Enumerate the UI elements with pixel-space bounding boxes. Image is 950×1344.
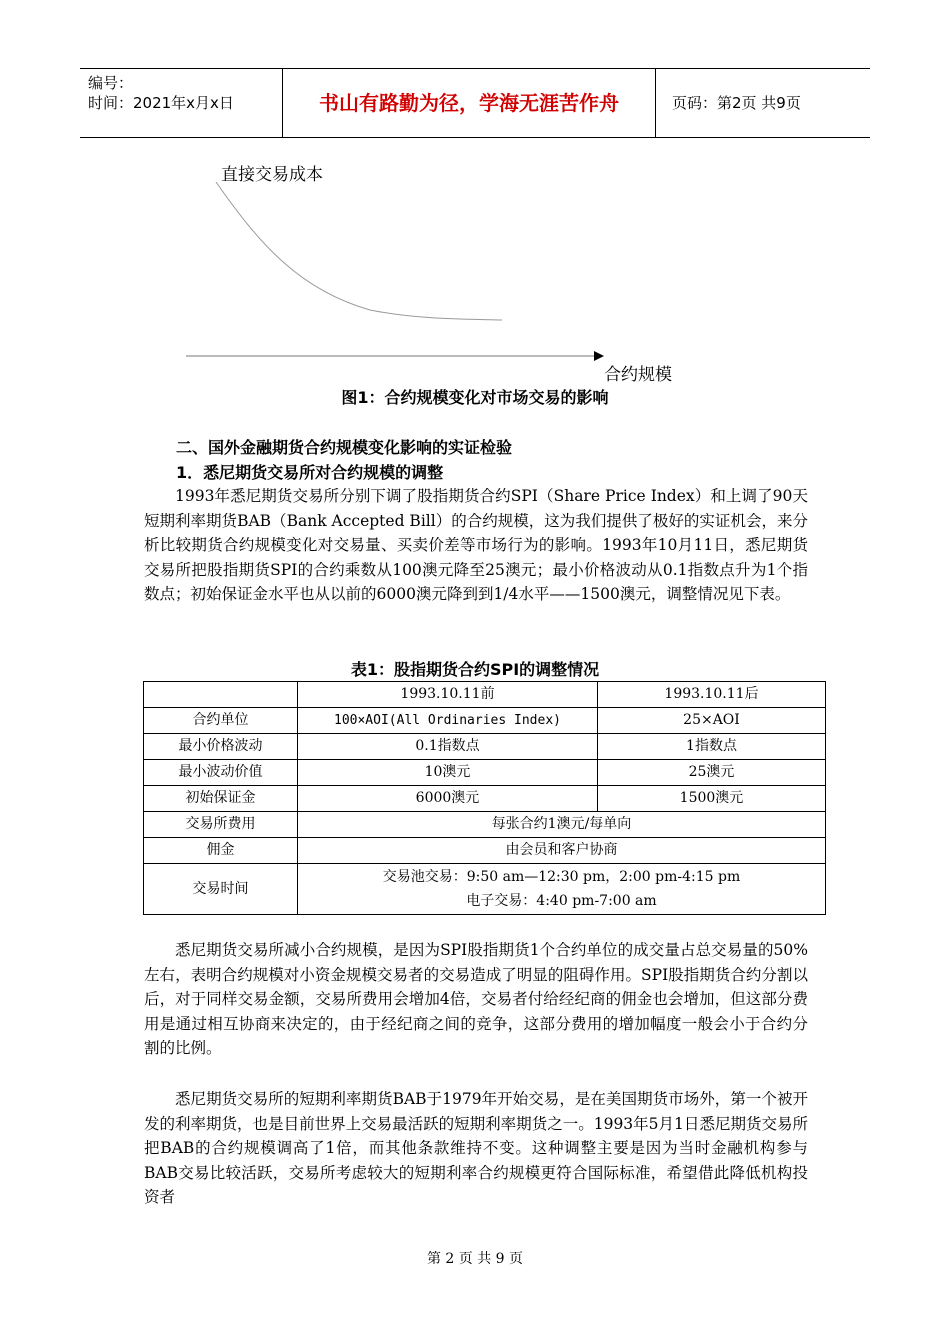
row-value-before: 6000澳元	[298, 786, 598, 812]
header-meta-cell	[80, 69, 280, 137]
row-value-merged	[298, 864, 826, 915]
header-motto: 书山有路勤为径，学海无涯苦作舟	[282, 69, 656, 137]
table-row	[144, 708, 826, 734]
row-label: 最小波动价值	[144, 760, 298, 786]
row-label: 交易所费用	[144, 812, 298, 838]
x-axis-arrow	[594, 351, 604, 361]
figure-caption: 图1：合约规模变化对市场交易的影响	[341, 388, 609, 407]
spi-adjustment-table	[143, 681, 826, 915]
table-row	[144, 760, 826, 786]
col-header-before: 1993.10.11前	[298, 682, 598, 708]
row-value-after: 25澳元	[598, 760, 826, 786]
row-value-before: 0.1指数点	[298, 734, 598, 760]
figure-y-label: 直接交易成本	[221, 165, 323, 185]
row-value-after: 25×AOI	[598, 708, 826, 734]
table-row	[144, 786, 826, 812]
page-footer: 第 2 页 共 9 页	[426, 1251, 524, 1267]
table-corner-cell	[144, 682, 298, 708]
table-header-row	[144, 682, 826, 708]
contract-size-cost-chart	[180, 155, 700, 385]
paragraph-3: 悉尼期货交易所的短期利率期货BAB于1979年开始交易，是在美国期货市场外，第一个被开发的利率期货，也是目前世界上交易最活跃的短期利率期货之一。1993年5月1日悉尼期货交易所把BAB的合约规模调高了1倍，而其他条款维持不变。这种调整主要是因为当时金融机构参与BAB交易比较活跃，交易所考虑较大的短期利率合约规模更符合国际标准，希望借此降低机构投资者	[144, 1090, 808, 1206]
page-header	[80, 68, 870, 138]
header-page-text: 页码：第2页 共9页	[672, 94, 801, 112]
row-value-before: 100×AOI(All Ordinaries Index)	[298, 708, 598, 734]
figure-x-label: 合约规模	[604, 365, 672, 385]
row-value-merged: 由会员和客户协商	[298, 838, 826, 864]
row-value-after: 1500澳元	[598, 786, 826, 812]
doc-date-label: 时间：2021年x月x日	[88, 94, 234, 112]
row-value-after: 1指数点	[598, 734, 826, 760]
row-label: 佣金	[144, 838, 298, 864]
row-label: 合约单位	[144, 708, 298, 734]
paragraph-1: 1993年悉尼期货交易所分别下调了股指期货合约SPI（Share Price Index）和上调了90天短期利率期货BAB（Bank Accepted Bill）的合约规模，这为我们提供了极好的实证机会，来分析比较期货合约规模变化对交易量、买卖价差等市场行为的影响。1993年10月11日，悉尼期货交易所把股指期货SPI的合约乘数从100澳元降至25澳元；最小价格波动从0.1指数点升为1个指数点；初始保证金水平也从以前的6000澳元降到到1/4水平——1500澳元，调整情况见下表。	[144, 487, 808, 603]
trading-hours-electronic: 电子交易：4:40 pm-7:00 am	[466, 893, 657, 909]
cost-curve	[216, 182, 502, 320]
table-row	[144, 838, 826, 864]
header-page-number	[664, 69, 870, 137]
col-header-after: 1993.10.11后	[598, 682, 826, 708]
table-row	[144, 864, 826, 915]
row-value-before: 10澳元	[298, 760, 598, 786]
trading-hours-pit: 交易池交易：9:50 am—12:30 pm，2:00 pm-4:15 pm	[382, 869, 741, 885]
row-label: 最小价格波动	[144, 734, 298, 760]
table-row	[144, 812, 826, 838]
table-caption: 表1：股指期货合约SPI的调整情况	[350, 660, 600, 679]
doc-number-label: 编号：	[88, 74, 134, 92]
row-label: 交易时间	[144, 864, 298, 915]
subsection-heading: 1．悉尼期货交易所对合约规模的调整	[176, 463, 444, 482]
table-row	[144, 734, 826, 760]
paragraph-2: 悉尼期货交易所减小合约规模，是因为SPI股指期货1个合约单位的成交量占总交易量的50%左右，表明合约规模对小资金规模交易者的交易造成了明显的阻碍作用。SPI股指期货合约分割以后，对于同样交易金额，交易所费用会增加4倍，交易者付给经纪商的佣金也会增加，但这部分费用是通过相互协商来决定的，由于经纪商之间的竞争，这部分费用的增加幅度一般会小于合约分割的比例。	[144, 941, 808, 1057]
row-label: 初始保证金	[144, 786, 298, 812]
row-value-merged: 每张合约1澳元/每单向	[298, 812, 826, 838]
section-heading: 二、国外金融期货合约规模变化影响的实证检验	[176, 438, 513, 457]
